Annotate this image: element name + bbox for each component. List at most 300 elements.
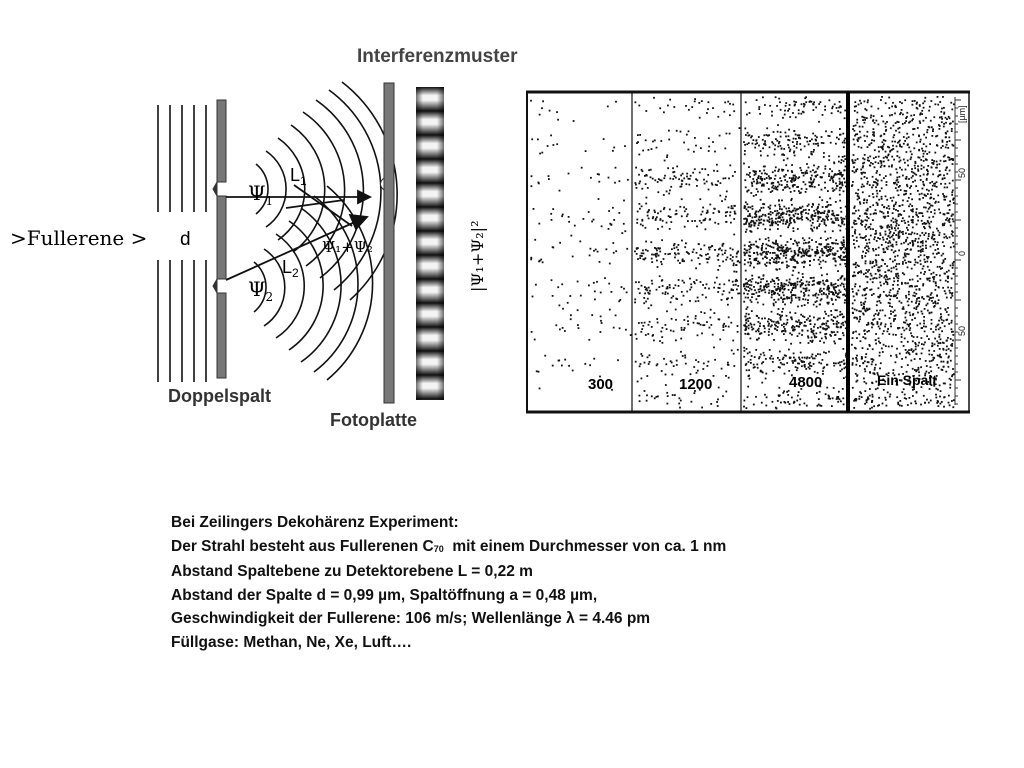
- detection-dot: [668, 193, 670, 195]
- detection-dot: [822, 328, 824, 330]
- detection-dot: [818, 398, 820, 400]
- detection-dot: [924, 402, 926, 404]
- detection-dot: [825, 329, 827, 331]
- detection-dot: [714, 249, 716, 251]
- detection-dot: [946, 166, 948, 168]
- detection-dot: [947, 276, 949, 278]
- detection-dot: [883, 330, 885, 332]
- detection-dot: [854, 286, 856, 288]
- detection-dot: [696, 252, 698, 254]
- detection-dot: [703, 363, 705, 365]
- detection-dot: [894, 105, 896, 107]
- detection-dot: [821, 338, 823, 340]
- detection-dot: [905, 193, 907, 195]
- detection-dot: [941, 116, 943, 118]
- detection-dot: [877, 193, 879, 195]
- detection-dot: [885, 399, 887, 401]
- detection-dot: [743, 301, 745, 303]
- detection-dot: [805, 209, 807, 211]
- detection-dot: [666, 191, 668, 193]
- detection-dot: [781, 208, 783, 210]
- detection-dot: [800, 279, 802, 281]
- detection-dot: [870, 273, 872, 275]
- detection-dot: [804, 261, 806, 263]
- detection-dot: [925, 232, 927, 234]
- detection-dot: [879, 328, 881, 330]
- detection-dot: [771, 355, 773, 357]
- detection-dot: [795, 366, 797, 368]
- detection-dot: [823, 293, 825, 295]
- detection-dot: [854, 264, 856, 266]
- detection-dot: [779, 206, 781, 208]
- detection-dot: [652, 216, 654, 218]
- detection-dot: [934, 213, 936, 215]
- detection-dot: [672, 394, 674, 396]
- detection-dot: [917, 220, 919, 222]
- detection-dot: [657, 181, 659, 183]
- detection-dot: [795, 297, 797, 299]
- detection-dot: [839, 230, 841, 232]
- detection-dot: [736, 253, 738, 255]
- detection-dot: [708, 247, 710, 249]
- detection-dot: [938, 342, 940, 344]
- detection-dot: [859, 203, 861, 205]
- detection-dot: [646, 375, 648, 377]
- detection-dot: [857, 199, 859, 201]
- detection-dot: [923, 316, 925, 318]
- detection-dot: [783, 206, 785, 208]
- detection-dot: [945, 160, 947, 162]
- detection-dot: [761, 173, 763, 175]
- detection-dot: [864, 117, 866, 119]
- detection-dot: [785, 355, 787, 357]
- detection-dot: [949, 404, 951, 406]
- detection-dot: [895, 209, 897, 211]
- detection-dot: [541, 152, 543, 154]
- detection-dot: [679, 397, 681, 399]
- detection-dot: [727, 257, 729, 259]
- detection-dot: [798, 250, 800, 252]
- detection-dot: [663, 258, 665, 260]
- detection-dot: [813, 330, 815, 332]
- detection-dot: [666, 328, 668, 330]
- detection-dot: [780, 402, 782, 404]
- detection-dot: [907, 200, 909, 202]
- detection-dot: [754, 366, 756, 368]
- detection-dot: [937, 389, 939, 391]
- detection-dot: [771, 223, 773, 225]
- detection-dot: [772, 171, 774, 173]
- detection-dot: [915, 348, 917, 350]
- detection-dot: [676, 130, 678, 132]
- detection-dot: [904, 338, 906, 340]
- detection-dot: [930, 366, 932, 368]
- detection-dot: [657, 212, 659, 214]
- detection-dot: [708, 150, 710, 152]
- detection-dot: [794, 250, 796, 252]
- detection-dot: [923, 160, 925, 162]
- detection-dot: [883, 277, 885, 279]
- detection-dot: [811, 356, 813, 358]
- detection-dot: [746, 229, 748, 231]
- detection-dot: [648, 169, 650, 171]
- detection-dot: [648, 287, 650, 289]
- detection-dot: [746, 143, 748, 145]
- detection-dot: [939, 101, 941, 103]
- detection-dot: [893, 208, 895, 210]
- detection-dot: [793, 328, 795, 330]
- detection-dot: [789, 187, 791, 189]
- detection-dot: [669, 228, 671, 230]
- detection-dot: [912, 227, 914, 229]
- detection-dot: [949, 236, 951, 238]
- detection-dot: [909, 242, 911, 244]
- detection-dot: [893, 134, 895, 136]
- detection-dot: [882, 121, 884, 123]
- detection-dot: [909, 353, 911, 355]
- detection-dot: [943, 366, 945, 368]
- detection-dot: [635, 167, 637, 169]
- detection-dot: [852, 387, 854, 389]
- detection-dot: [779, 314, 781, 316]
- detection-dot: [949, 387, 951, 389]
- detection-dot: [867, 281, 869, 283]
- detection-dot: [744, 245, 746, 247]
- detection-dot: [687, 213, 689, 215]
- detection-dot: [744, 144, 746, 146]
- detection-dot: [905, 249, 907, 251]
- detection-dot: [923, 298, 925, 300]
- detection-dot: [875, 156, 877, 158]
- detection-dot: [744, 283, 746, 285]
- detection-dot: [644, 286, 646, 288]
- detection-dot: [787, 170, 789, 172]
- detection-dot: [841, 223, 843, 225]
- detection-dot: [898, 233, 900, 235]
- detection-dot: [928, 233, 930, 235]
- detection-dot: [818, 204, 820, 206]
- detection-dot: [666, 392, 668, 394]
- detection-dot: [929, 106, 931, 108]
- detection-dot: [920, 366, 922, 368]
- detection-dot: [656, 250, 658, 252]
- detection-dot: [833, 331, 835, 333]
- detection-dot: [853, 239, 855, 241]
- detection-dot: [791, 298, 793, 300]
- detection-dot: [884, 271, 886, 273]
- detection-dot: [746, 252, 748, 254]
- detection-dot: [748, 361, 750, 363]
- detection-dot: [828, 287, 830, 289]
- detection-dot: [947, 156, 949, 158]
- detection-dot: [655, 218, 657, 220]
- detection-dot: [751, 185, 753, 187]
- detection-dot: [672, 178, 674, 180]
- detection-dot: [810, 323, 812, 325]
- detection-dot: [912, 244, 914, 246]
- detection-dot: [919, 175, 921, 177]
- double-slit-barrier: [213, 100, 226, 378]
- detection-dot: [840, 207, 842, 209]
- detection-dot: [756, 292, 758, 294]
- detection-dot: [887, 224, 889, 226]
- detection-dot: [806, 217, 808, 219]
- detection-dot: [657, 266, 659, 268]
- detection-dot: [794, 259, 796, 261]
- detection-dot: [795, 312, 797, 314]
- detection-dot: [613, 252, 615, 254]
- detection-dot: [724, 199, 726, 201]
- detection-dot: [859, 131, 861, 133]
- detection-dot: [953, 261, 955, 263]
- detection-dot: [908, 197, 910, 199]
- detection-dot: [875, 233, 877, 235]
- detection-dot: [746, 203, 748, 205]
- detection-dot: [764, 142, 766, 144]
- detection-dot: [943, 224, 945, 226]
- detection-dot: [864, 101, 866, 103]
- detection-dot: [950, 246, 952, 248]
- detection-dot: [756, 188, 758, 190]
- detection-dot: [593, 282, 595, 284]
- detection-dot: [779, 359, 781, 361]
- detection-dot: [648, 209, 650, 211]
- detection-dot: [892, 244, 894, 246]
- detection-dot: [684, 226, 686, 228]
- detection-dot: [561, 365, 563, 367]
- detection-dot: [781, 154, 783, 156]
- detection-dot: [889, 396, 891, 398]
- detection-dot: [698, 361, 700, 363]
- detection-dot: [750, 207, 752, 209]
- detection-dot: [792, 360, 794, 362]
- detection-dot: [937, 248, 939, 250]
- detection-dot: [867, 146, 869, 148]
- detection-dot: [755, 331, 757, 333]
- detection-dot: [681, 215, 683, 217]
- detection-dot: [645, 227, 647, 229]
- detection-dot: [771, 297, 773, 299]
- detection-dot: [866, 220, 868, 222]
- detection-dot: [745, 134, 747, 136]
- detection-dot: [771, 246, 773, 248]
- detection-dot: [791, 211, 793, 213]
- detection-dot: [824, 187, 826, 189]
- detection-dot: [915, 403, 917, 405]
- detection-dot: [784, 373, 786, 375]
- detection-dot: [774, 205, 776, 207]
- detection-dot: [854, 110, 856, 112]
- detection-dot: [784, 402, 786, 404]
- detection-dot: [645, 183, 647, 185]
- detection-dot: [941, 319, 943, 321]
- detection-dot: [898, 215, 900, 217]
- detection-dot: [825, 352, 827, 354]
- detection-dot: [911, 301, 913, 303]
- detection-dot: [924, 151, 926, 153]
- detection-dot: [824, 311, 826, 313]
- detection-dot: [840, 247, 842, 249]
- detection-dot: [948, 137, 950, 139]
- detection-dot: [872, 361, 874, 363]
- detection-dot: [939, 396, 941, 398]
- detection-dot: [820, 281, 822, 283]
- detection-dot: [615, 315, 617, 317]
- detection-dot: [853, 275, 855, 277]
- detection-dot: [656, 289, 658, 291]
- detection-dot: [852, 170, 854, 172]
- detection-dot: [890, 224, 892, 226]
- detection-dot: [824, 221, 826, 223]
- detection-dot: [600, 331, 602, 333]
- detection-dot: [617, 359, 619, 361]
- detection-dot: [942, 193, 944, 195]
- detection-dot: [917, 345, 919, 347]
- detection-dot: [804, 321, 806, 323]
- detection-dot: [737, 325, 739, 327]
- detection-dot: [881, 196, 883, 198]
- detection-dot: [672, 167, 674, 169]
- detection-dot: [917, 312, 919, 314]
- detection-dot: [876, 304, 878, 306]
- detection-dot: [929, 207, 931, 209]
- detection-dot: [830, 142, 832, 144]
- detection-dot: [892, 148, 894, 150]
- detection-dot: [688, 130, 690, 132]
- detection-dot: [824, 231, 826, 233]
- detection-dot: [834, 343, 836, 345]
- detection-dot: [829, 248, 831, 250]
- detection-dot: [577, 324, 579, 326]
- detection-dot: [946, 349, 948, 351]
- detection-dot: [793, 101, 795, 103]
- detection-dot: [893, 125, 895, 127]
- detection-dot: [823, 142, 825, 144]
- detection-dot: [902, 175, 904, 177]
- detection-dot: [843, 256, 845, 258]
- detection-dot: [953, 221, 955, 223]
- detection-dot: [937, 230, 939, 232]
- detection-dot: [820, 326, 822, 328]
- detection-dot: [757, 302, 759, 304]
- detection-dot: [920, 179, 922, 181]
- detection-dot: [937, 400, 939, 402]
- detection-dot: [713, 347, 715, 349]
- detection-dot: [856, 337, 858, 339]
- detection-dot: [634, 251, 636, 253]
- detection-dot: [648, 293, 650, 295]
- detection-dot: [814, 371, 816, 373]
- detection-dot: [651, 280, 653, 282]
- detection-dot: [865, 260, 867, 262]
- detection-dot: [706, 112, 708, 114]
- detection-dot: [895, 315, 897, 317]
- detection-dot: [746, 313, 748, 315]
- detection-dot: [761, 191, 763, 193]
- detection-dot: [764, 264, 766, 266]
- detection-dot: [865, 356, 867, 358]
- detection-dot: [806, 405, 808, 407]
- detection-dot: [929, 269, 931, 271]
- detection-dot: [761, 363, 763, 365]
- detection-dot: [864, 140, 866, 142]
- detection-dot: [820, 216, 822, 218]
- photo-plate: [384, 83, 394, 403]
- detection-dot: [871, 267, 873, 269]
- detection-dot: [858, 290, 860, 292]
- detection-dot: [946, 217, 948, 219]
- detection-dot: [859, 201, 861, 203]
- detection-dot: [799, 342, 801, 344]
- detection-dot: [799, 247, 801, 249]
- detection-dot: [951, 400, 953, 402]
- detection-dot: [940, 183, 942, 185]
- detection-dot: [752, 205, 754, 207]
- detection-dot: [841, 247, 843, 249]
- detection-dot: [895, 225, 897, 227]
- detection-dot: [938, 252, 940, 254]
- detection-dot: [817, 210, 819, 212]
- label-psi1: $\Psi_1$: [248, 181, 274, 208]
- detection-dot: [746, 286, 748, 288]
- detection-dot: [534, 239, 536, 241]
- desc-line: Abstand der Spalte d = 0,99 µm, Spaltöffnung a = 0,48 µm,: [171, 586, 598, 604]
- detection-dot: [895, 354, 897, 356]
- detection-dot: [638, 183, 640, 185]
- detection-dot: [924, 100, 926, 102]
- detection-dot: [923, 265, 925, 267]
- detection-dot: [851, 226, 853, 228]
- detection-dot: [758, 328, 760, 330]
- detection-dot: [943, 406, 945, 408]
- detection-dot: [862, 362, 864, 364]
- detection-dot: [803, 181, 805, 183]
- detection-dot: [857, 112, 859, 114]
- detection-dot: [953, 198, 955, 200]
- detection-dot: [752, 178, 754, 180]
- detection-dot: [613, 147, 615, 149]
- detection-dot: [732, 260, 734, 262]
- detection-dot: [530, 259, 532, 261]
- detection-dot: [749, 284, 751, 286]
- fringe-strip: [416, 87, 444, 400]
- detection-dot: [865, 239, 867, 241]
- detection-dot: [836, 295, 838, 297]
- detection-dot: [951, 322, 953, 324]
- detection-dot: [948, 212, 950, 214]
- detection-dot: [924, 331, 926, 333]
- detection-dot: [764, 104, 766, 106]
- detection-dot: [892, 234, 894, 236]
- detection-dot: [897, 284, 899, 286]
- detection-dot: [782, 262, 784, 264]
- detection-dot: [786, 184, 788, 186]
- detection-dot: [771, 311, 773, 313]
- detection-dot: [681, 329, 683, 331]
- detection-dot: [885, 233, 887, 235]
- detection-dot: [762, 139, 764, 141]
- detection-dot: [828, 210, 830, 212]
- detection-dot: [815, 107, 817, 109]
- detection-dot: [747, 396, 749, 398]
- detection-dot: [828, 254, 830, 256]
- detection-dot: [911, 268, 913, 270]
- detection-dot: [751, 135, 753, 137]
- detection-dot: [671, 374, 673, 376]
- detection-dot: [877, 108, 879, 110]
- detection-dot: [866, 117, 868, 119]
- detection-dot: [911, 177, 913, 179]
